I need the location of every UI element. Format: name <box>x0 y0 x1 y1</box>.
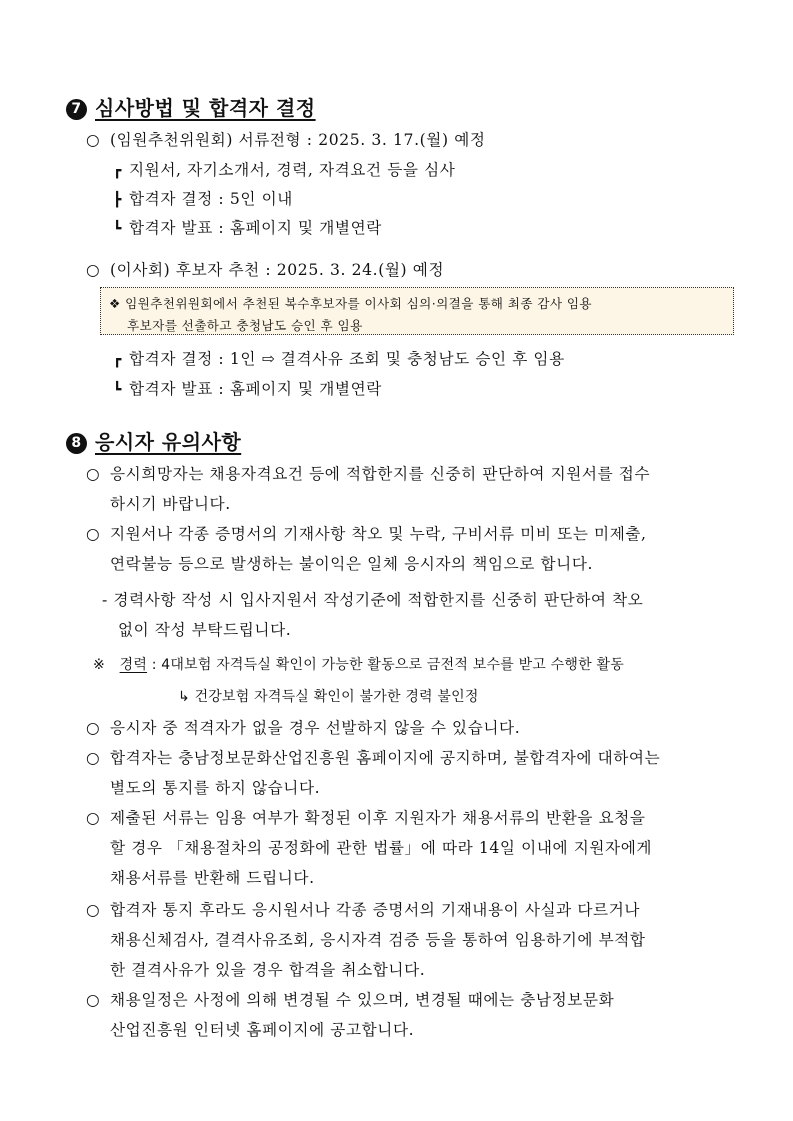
circle-bullet-icon: ○ <box>86 719 101 737</box>
board-item-text: 합격자 발표 : 홈페이지 및 개별연락 <box>129 380 382 398</box>
circle-bullet-icon: ○ <box>86 749 101 767</box>
section-7-number: 7 <box>66 99 87 120</box>
notice-text: 응시희망자는 채용자격요건 등에 적합한지를 신중히 판단하여 지원서를 접수 <box>110 465 651 483</box>
reference-mark-icon: ※ <box>93 657 105 673</box>
dash-note: 없이 작성 부탁드립니다. <box>118 621 292 639</box>
notice-text: 연락불능 등으로 발생하는 불이익은 일체 응시자의 책임으로 합니다. <box>110 555 594 573</box>
notice-paragraph <box>86 988 614 1010</box>
section-8-number: 8 <box>66 433 87 454</box>
screening-item-text: 지원서, 자기소개서, 경력, 자격요건 등을 심사 <box>129 161 456 179</box>
board-note-line: 후보자를 선출하고 충청남도 승인 후 임용 <box>127 318 363 333</box>
circle-bullet-icon: ○ <box>86 261 101 279</box>
section-8-title: 응시자 유의사항 <box>95 430 242 454</box>
notice-text: 할 경우 「채용절차의 공정화에 관한 법률」에 따라 14일 이내에 지원자에게 <box>110 839 653 857</box>
circle-bullet-icon: ○ <box>86 131 101 149</box>
notice-paragraph <box>86 806 646 828</box>
bracket-mid-icon: ┣ <box>113 192 123 208</box>
screening-item <box>113 187 293 209</box>
bracket-bottom-icon: ┗ <box>113 382 123 398</box>
circle-bullet-icon: ○ <box>86 901 101 919</box>
notice-text: 합격자는 충남정보문화산업진흥원 홈페이지에 공지하며, 불합격자에 대하여는 <box>110 749 661 767</box>
bracket-top-icon: ┏ <box>113 163 123 179</box>
notice-text: 한 결격사유가 있을 경우 합격을 취소합니다. <box>110 961 426 979</box>
career-note <box>93 654 624 674</box>
board-item <box>113 347 565 369</box>
section-7-title: 심사방법 및 합격자 결정 <box>95 96 316 120</box>
board-note-line: ❖ 임원추천위원회에서 추천된 복수후보자를 이사회 심의·의결을 통해 최종 감사 임용 <box>109 296 592 311</box>
career-text: : 4대보험 자격득실 확인이 가능한 활동으로 금전적 보수를 받고 수행한 활동 <box>151 657 624 673</box>
notice-text: 채용신체검사, 결격사유조회, 응시자격 검증 등을 통하여 임용하기에 부적합 <box>110 931 646 949</box>
notice-text: 지원서나 각종 증명서의 기재사항 착오 및 누락, 구비서류 미비 또는 미제출, <box>110 525 647 543</box>
board-item-text: 합격자 결정 : 1인 ⇨ 결격사유 조회 및 충청남도 승인 후 임용 <box>129 350 565 368</box>
circle-bullet-icon: ○ <box>86 465 101 483</box>
notice-text: 합격자 통지 후라도 응시원서나 각종 증명서의 기재내용이 사실과 다르거나 <box>110 901 641 919</box>
circle-bullet-icon: ○ <box>86 525 101 543</box>
notice-text: 제출된 서류는 임용 여부가 확정된 이후 지원자가 채용서류의 반환을 요청을 <box>110 809 646 827</box>
notice-paragraph <box>86 716 520 738</box>
circle-bullet-icon: ○ <box>86 809 101 827</box>
board-note-box <box>100 287 734 335</box>
board-line <box>86 258 444 280</box>
screening-text: (임원추천위원회) 서류전형 : 2025. 3. 17.(월) 예정 <box>110 131 486 149</box>
notice-text: 채용서류를 반환해 드립니다. <box>110 869 315 887</box>
screening-item <box>113 216 382 238</box>
notice-text: 별도의 통지를 하지 않습니다. <box>110 779 321 797</box>
career-sub: ↳ 건강보험 자격득실 확인이 불가한 경력 불인정 <box>178 689 479 705</box>
career-label: 경력 <box>119 657 148 673</box>
bracket-bottom-icon: ┗ <box>113 221 123 237</box>
screening-item-text: 합격자 결정 : 5인 이내 <box>129 190 293 208</box>
notice-paragraph <box>86 746 660 768</box>
notice-paragraph <box>86 898 640 920</box>
notice-text: 하시기 바랍니다. <box>110 495 231 513</box>
screening-line <box>86 128 486 150</box>
circle-bullet-icon: ○ <box>86 991 101 1009</box>
board-text: (이사회) 후보자 추천 : 2025. 3. 24.(월) 예정 <box>110 261 445 279</box>
notice-paragraph <box>86 522 647 544</box>
section-8-heading <box>66 426 241 455</box>
bracket-top-icon: ┏ <box>113 352 123 368</box>
notice-text: 산업진흥원 인터넷 홈페이지에 공고합니다. <box>110 1021 415 1039</box>
screening-item <box>113 158 455 180</box>
section-7-heading <box>66 92 316 121</box>
notice-text: 응시자 중 적격자가 없을 경우 선발하지 않을 수 있습니다. <box>110 719 521 737</box>
dash-note: - 경력사항 작성 시 입사지원서 작성기준에 적합한지를 신중히 판단하여 착오 <box>102 591 644 609</box>
notice-text: 채용일정은 사정에 의해 변경될 수 있으며, 변경될 때에는 충남정보문화 <box>110 991 615 1009</box>
notice-paragraph <box>86 462 650 484</box>
board-item <box>113 377 382 399</box>
screening-item-text: 합격자 발표 : 홈페이지 및 개별연락 <box>129 219 382 237</box>
